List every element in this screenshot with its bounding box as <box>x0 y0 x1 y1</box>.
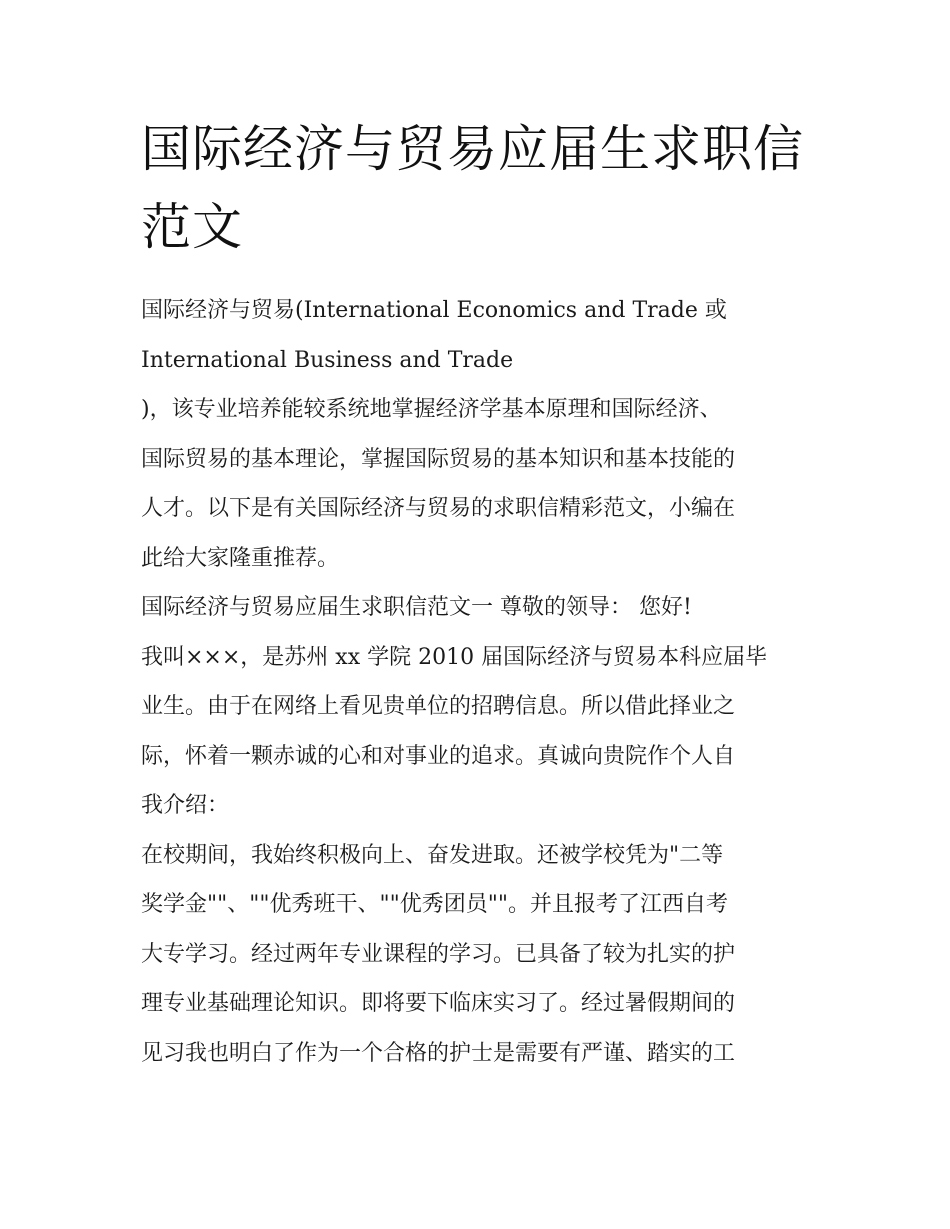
body-line: 国际经济与贸易(International Economics and Trade 或 <box>141 298 727 323</box>
body-line: )，该专业培养能较系统地掌握经济学基本原理和国际经济、 <box>141 397 722 422</box>
body-line: 业生。由于在网络上看见贵单位的招聘信息。所以借此择业之 <box>141 694 736 719</box>
body-line: 我介绍： <box>141 793 230 818</box>
document-title <box>141 110 813 266</box>
body-line: 奖学金""、""优秀班干、""优秀团员""。并且报考了江西自考 <box>141 892 728 917</box>
body-line: 见习我也明白了作为一个合格的护士是需要有严谨、踏实的工 <box>141 1040 736 1066</box>
body-line: 人才。以下是有关国际经济与贸易的求职信精彩范文，小编在 <box>141 496 736 521</box>
title-line: 范文 <box>141 198 243 256</box>
body-line: 在校期间，我始终积极向上、奋发进取。还被学校凭为"二等 <box>141 842 724 868</box>
body-line: 际，怀着一颗赤诚的心和对事业的追求。真诚向贵院作个人自 <box>141 743 736 769</box>
body-line: 我叫×××，是苏州 xx 学院 2010 届国际经济与贸易本科应届毕 <box>141 644 768 670</box>
body-line: International Business and Trade <box>141 347 514 373</box>
body-line: 国际贸易的基本理论，掌握国际贸易的基本知识和基本技能的 <box>141 446 736 472</box>
body-line: 理专业基础理论知识。即将要下临床实习了。经过暑假期间的 <box>141 991 736 1016</box>
document-page <box>141 110 813 1078</box>
body-line: 大专学习。经过两年专业课程的学习。已具备了较为扎实的护 <box>141 941 736 967</box>
title-line: 国际经济与贸易应届生求职信 <box>141 120 804 178</box>
body-line: 此给大家隆重推荐。 <box>141 545 340 571</box>
body-line: 国际经济与贸易应届生求职信范文一 尊敬的领导： 您好! <box>141 595 692 620</box>
document-body <box>141 286 813 1078</box>
